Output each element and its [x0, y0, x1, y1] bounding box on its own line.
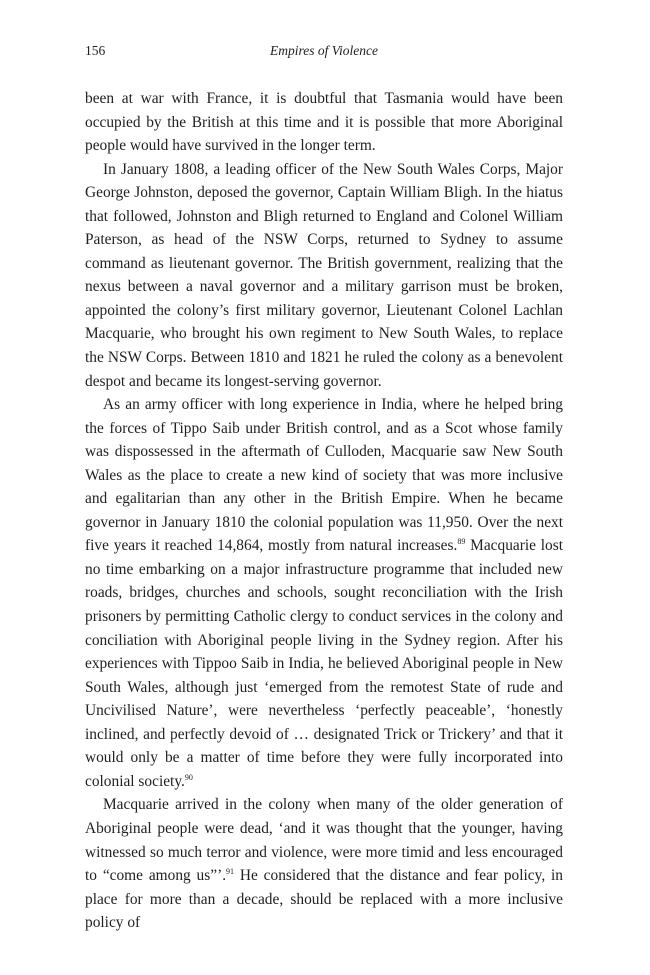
paragraph-text: In January 1808, a leading officer of the New South Wales Corps, Major George Johnston, deposed the governor, Captain William Bligh. In the hiatus that followed, Johnston and Bligh returned to England and Colonel William Paterson, as head of the NSW Corps, returned to Sydney to assume command as lieutenant governor. The British government, realizing that the nexus between a naval governor and a military garrison must be broken, appointed the colony’s first military governor, Lieutenant Colonel Lachlan Macquarie, who brought his own regiment to New South Wales, to replace the NSW Corps. Between 1810 and 1821 he ruled the colony as a benevolent despot and became its longest-serving governor. — [85, 160, 563, 390]
paragraph-text: He considered that the distance and fear policy, in place for more than a decade, should be replaced with a more inclusive policy of — [85, 867, 563, 932]
paragraph-text: Macquarie lost no time embarking on a major infrastructure programme that included new roads, bridges, churches and schools, sought reconciliation with the Irish prisoners by permitting Catholic clergy to conduct services in the colony and conciliation with Aboriginal people living in the Sydney region. After his experiences with Tippoo Saib in India, he believed Aboriginal people in New South Wales, although just ‘emerged from the remotest State of rude and Uncivilised Nature’, were nevertheless ‘perfectly peaceable’, ‘honestly inclined, and perfectly devoid of … designated Trick or Trickery’ and that it would only be a matter of time before they were fully incorporated into colonial society. — [85, 537, 564, 790]
running-title: Empires of Violence — [270, 43, 378, 58]
paragraph-text: Macquarie arrived in the colony when many of the older generation of Aboriginal people were dead, ‘and it was thought that the younger, having witnessed so much terror and violence, were more timid and less encouraged to “come among us”’. — [85, 796, 563, 885]
paragraph-macquarie-india — [85, 393, 563, 793]
paragraph-continued — [85, 87, 563, 158]
paragraph-text: been at war with France, it is doubtful that Tasmania would have been occupied by the British at this time and it is possible that more Aboriginal people would have survived in the longer term. — [85, 90, 563, 155]
page-number: 156 — [85, 43, 106, 58]
footnote-marker[interactable]: 91 — [226, 867, 235, 877]
footnote-marker[interactable]: 90 — [184, 772, 193, 782]
paragraph-macquarie-arrival — [85, 793, 563, 934]
paragraph-text: As an army officer with long experience in India, where he helped bring the forces of Tippo Saib under British control, and as a Scot whose family was dispossessed in the aftermath of Culloden, Macquarie saw New South Wales as the place to create a new kind of society that was more inclusive and egalitarian than any other in the British Empire. When he became governor in January 1810 the colonial population was 11,950. Over the next five years it reached 14,864, mostly from natural increases. — [85, 396, 563, 555]
footnote-marker[interactable]: 89 — [457, 537, 466, 547]
paragraph-johnston-bligh — [85, 158, 563, 393]
body-text — [85, 87, 563, 935]
page-header — [85, 43, 563, 63]
